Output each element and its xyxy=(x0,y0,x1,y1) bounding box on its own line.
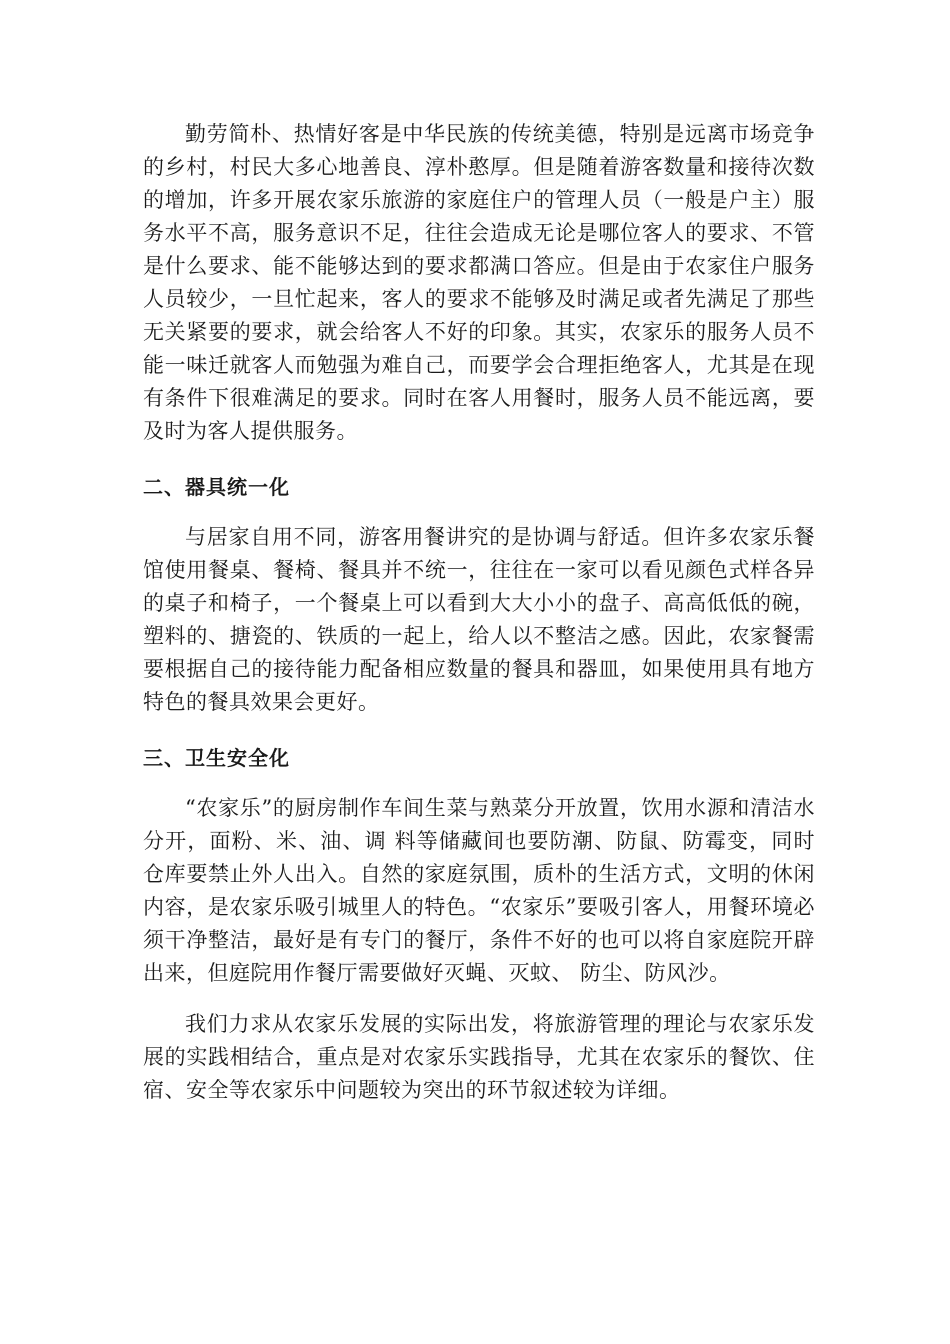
closing-paragraph: 我们力求从农家乐发展的实际出发，将旅游管理的理论与农家乐发展的实践相结合，重点是对农家乐实践指导，尤其在农家乐的餐饮、住宿、安全等农家乐中问题较为突出的环节叙述较为详细。 xyxy=(143,1012,815,1102)
document-body xyxy=(143,118,815,1107)
hygiene-paragraph: “农家乐”的厨房制作车间生菜与熟菜分开放置，饮用水源和清洁水分开，面粉、米、油、调 料等储藏间也要防潮、防鼠、防霉变，同时仓库要禁止外人出入。自然的家庭氛围，质朴的生活方式，文明的休闲内容，是农家乐吸引城里人的特色。“农家乐”要吸引客人，用餐环境必须干净整洁，最好是有专门的餐厅，条件不好的也可以将自家庭院开辟出来，但庭院用作餐厅需要做好灭蝇、灭蚊、 防尘、防风沙。 xyxy=(143,796,815,985)
utensils-paragraph: 与居家自用不同，游客用餐讲究的是协调与舒适。但许多农家乐餐馆使用餐桌、餐椅、餐具并不统一，往往在一家可以看见颜色式样各异的桌子和椅子，一个餐桌上可以看到大大小小的盘子、高高低低的碗，塑料的、搪瓷的、铁质的一起上，给人以不整洁之感。因此，农家餐需要根据自己的接待能力配备相应数量的餐具和器皿，如果使用具有地方特色的餐具效果会更好。 xyxy=(143,525,815,714)
intro-paragraph: 勤劳简朴、热情好客是中华民族的传统美德，特别是远离市场竞争的乡村，村民大多心地善良、淳朴憨厚。但是随着游客数量和接待次数的增加，许多开展农家乐旅游的家庭住户的管理人员（一般是户主）服务水平不高，服务意识不足，往往会造成无论是哪位客人的要求、不管是什么要求、能不能够达到的要求都满口答应。但是由于农家住户服务人员较少，一旦忙起来，客人的要求不能够及时满足或者先满足了那些无关紧要的要求，就会给客人不好的印象。其实，农家乐的服务人员不能一味迁就客人而勉强为难自己，而要学会合理拒绝客人，尤其是在现有条件下很难满足的要求。同时在客人用餐时，服务人员不能远离，要及时为客人提供服务。 xyxy=(143,122,815,443)
section-heading-utensils: 二、器具统一化 xyxy=(143,475,290,499)
section-heading-hygiene: 三、卫生安全化 xyxy=(143,746,290,770)
